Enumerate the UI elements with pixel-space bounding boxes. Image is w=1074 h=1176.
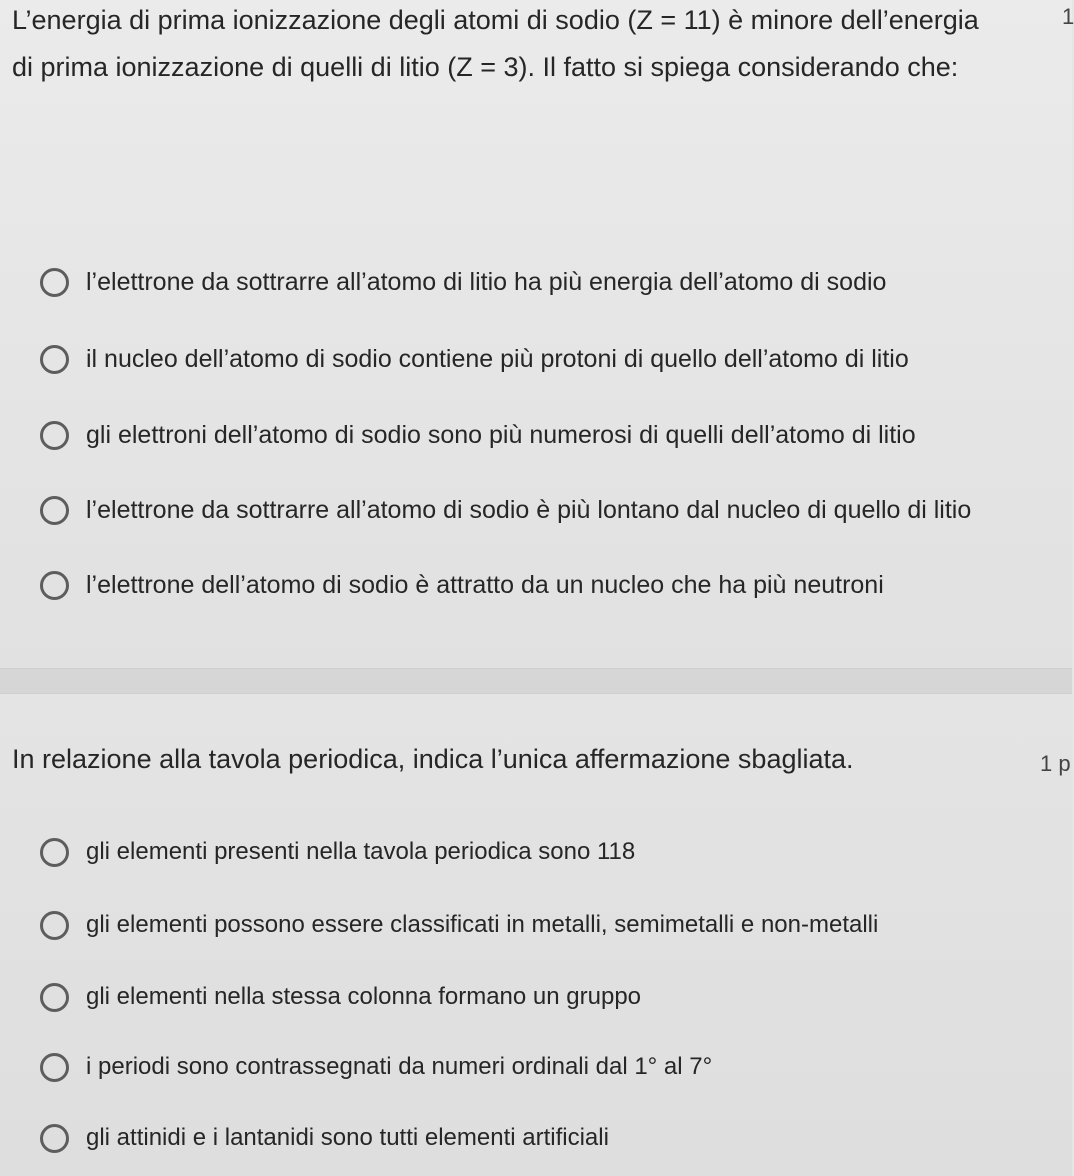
answer-option[interactable] (40, 1047, 712, 1087)
answer-option[interactable] (40, 565, 884, 605)
answer-option-label: gli elementi possono essere classificati in metalli, semimetalli e non-metalli (86, 911, 879, 938)
answer-option-label: l’elettrone da sottrarre all’atomo di sodio è più lontano dal nucleo di quello di litio (86, 495, 972, 524)
answer-option[interactable] (40, 339, 909, 379)
answer-option-label: gli elementi nella stessa colonna formano un gruppo (86, 983, 642, 1010)
answer-option-label: l’elettrone da sottrarre all’atomo di litio ha più energia dell’atomo di sodio (86, 267, 887, 296)
question-text: In relazione alla tavola periodica, indica l’unica affermazione sbagliata. (12, 744, 854, 774)
answer-option[interactable] (40, 415, 916, 455)
radio-unchecked-icon[interactable] (40, 571, 69, 600)
radio-unchecked-icon[interactable] (40, 983, 69, 1012)
radio-unchecked-icon[interactable] (40, 838, 69, 867)
radio-unchecked-icon[interactable] (40, 345, 69, 374)
radio-unchecked-icon[interactable] (40, 911, 69, 940)
answer-option[interactable] (40, 1118, 609, 1158)
answer-option[interactable] (40, 262, 886, 302)
radio-unchecked-icon[interactable] (40, 496, 69, 525)
radio-unchecked-icon[interactable] (40, 1053, 69, 1082)
radio-unchecked-icon[interactable] (40, 268, 69, 297)
question-text: L’energia di prima ionizzazione degli atomi di sodio (Z = 11) è minore dell’energia di prima ionizzazione di quelli di litio (Z = 3). Il fatto si spiega considerando che: (12, 5, 979, 82)
question-points: 1 p (1040, 751, 1071, 776)
question-separator (0, 668, 1072, 694)
question-card-2 (0, 694, 1072, 1176)
answer-option-label: i periodi sono contrassegnati da numeri ordinali dal 1° al 7° (86, 1053, 713, 1080)
answer-option[interactable] (40, 977, 641, 1017)
answer-option-label: l’elettrone dell’atomo di sodio è attratto da un nucleo che ha più neutroni (86, 570, 884, 599)
answer-option[interactable] (40, 905, 878, 945)
answer-option-label: il nucleo dell’atomo di sodio contiene più protoni di quello dell’atomo di litio (86, 344, 909, 373)
answer-option-label: gli elementi presenti nella tavola periodica sono 118 (86, 838, 636, 865)
radio-unchecked-icon[interactable] (40, 421, 69, 450)
question-points: 1 (1062, 4, 1074, 29)
answer-option[interactable] (40, 490, 971, 530)
answer-option[interactable] (40, 832, 635, 872)
radio-unchecked-icon[interactable] (40, 1124, 69, 1153)
answer-option-label: gli elettroni dell’atomo di sodio sono più numerosi di quelli dell’atomo di litio (86, 420, 916, 449)
answer-option-label: gli attinidi e i lantanidi sono tutti elementi artificiali (86, 1124, 609, 1151)
